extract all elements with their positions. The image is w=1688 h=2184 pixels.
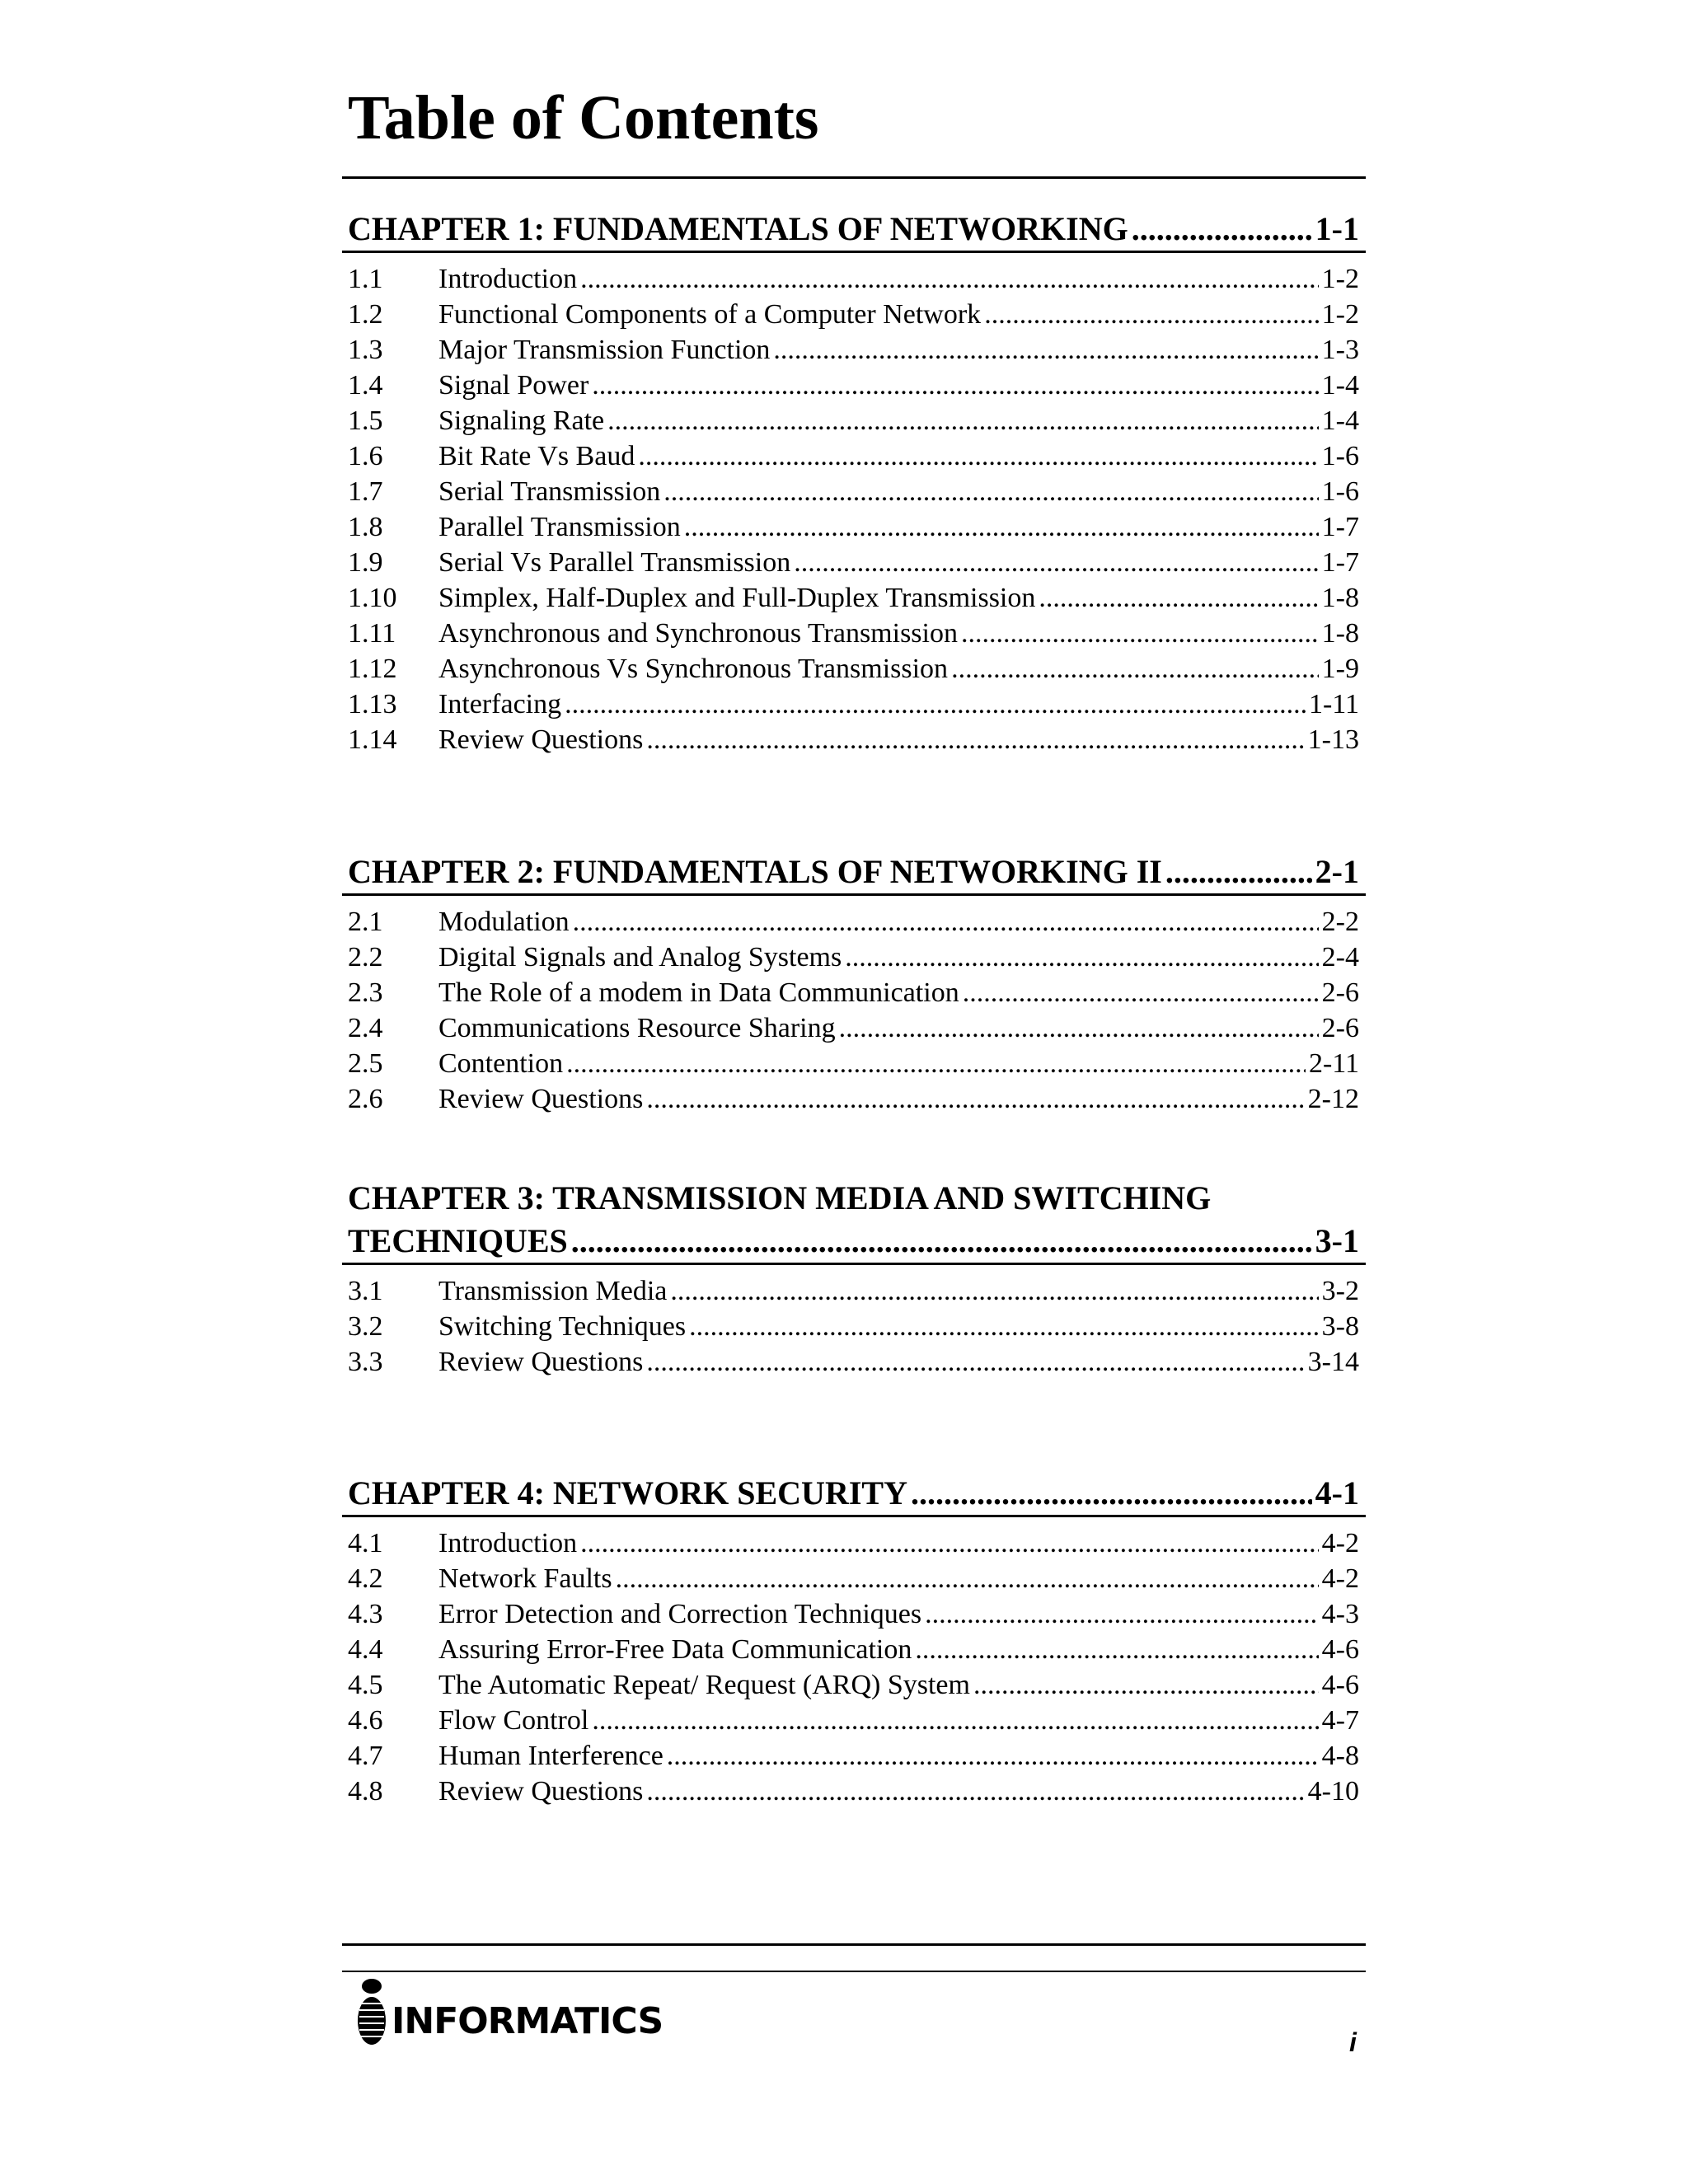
toc-entry-number: 2.3 [348,977,383,1008]
dot-leader [566,1046,1306,1081]
toc-entry[interactable] [342,261,1366,297]
toc-entry[interactable] [342,687,1366,722]
chapter-1 [342,208,1366,757]
toc-entry-title: Network Faults [438,1563,612,1594]
dot-leader [915,1632,1318,1667]
toc-entry-list [342,896,1366,1117]
dot-leader [794,545,1318,580]
toc-entry-list [342,253,1366,757]
toc-entry-title: Signaling Rate [438,405,605,436]
dot-leader [592,368,1318,403]
chapter-page-number: 3-1 [1315,1222,1359,1259]
toc-entry-number: 1.8 [348,512,383,542]
toc-entry-number: 4.1 [348,1528,383,1558]
toc-entry-title: Interfacing [438,689,562,719]
toc-entry-page: 4-2 [1321,1563,1359,1594]
chapter-heading[interactable] [342,851,1366,896]
logo-wordmark: INFORMATICS [392,2000,663,2042]
toc-entry-page: 4-3 [1321,1599,1359,1629]
toc-entry[interactable] [342,1667,1366,1703]
toc-entry-list [342,1265,1366,1380]
toc-entry-title: The Role of a modem in Data Communication [438,977,959,1008]
toc-entry-page: 1-13 [1307,724,1359,755]
dot-leader [565,687,1306,722]
toc-entry[interactable] [342,403,1366,438]
toc-entry-page: 1-2 [1321,264,1359,294]
toc-entry[interactable] [342,438,1366,474]
dot-leader [773,332,1318,368]
toc-entry-title: Switching Techniques [438,1311,687,1342]
toc-entry[interactable] [342,1596,1366,1632]
chapter-heading-text: CHAPTER 2: FUNDAMENTALS OF NETWORKING II [348,853,1162,890]
dot-leader [646,1774,1304,1809]
toc-entry-page: 3-14 [1307,1347,1359,1377]
chapter-heading-text-continued: TECHNIQUES [348,1222,568,1259]
toc-entry-title: Contention [438,1048,564,1079]
toc-entry[interactable] [342,1081,1366,1117]
toc-entry-title: Serial Vs Parallel Transmission [438,547,791,578]
dot-leader [592,1703,1318,1738]
toc-entry[interactable] [342,1309,1366,1344]
toc-entry[interactable] [342,545,1366,580]
toc-entry-title: Review Questions [438,1347,644,1377]
toc-entry[interactable] [342,1010,1366,1046]
dot-leader [646,722,1304,757]
chapter-heading-text: CHAPTER 4: NETWORK SECURITY [348,1474,907,1511]
toc-entry-number: 1.9 [348,547,383,578]
toc-entry-page: 1-11 [1308,689,1359,719]
toc-entry-page: 1-9 [1321,654,1359,684]
dot-leader [973,1667,1319,1703]
toc-entry-number: 4.2 [348,1563,383,1594]
toc-entry[interactable] [342,1774,1366,1809]
toc-entry-title: Error Detection and Correction Techniques [438,1599,922,1629]
toc-entry-number: 3.1 [348,1276,383,1306]
dot-leader [1039,580,1318,616]
toc-entry[interactable] [342,1738,1366,1774]
toc-entry-title: Signal Power [438,370,589,401]
toc-entry[interactable] [342,509,1366,545]
toc-entry-title: Digital Signals and Analog Systems [438,942,842,972]
dot-leader [684,509,1319,545]
toc-entry[interactable] [342,904,1366,940]
toc-entry-page: 4-8 [1321,1741,1359,1771]
dot-leader [638,438,1318,474]
chapter-heading-text: CHAPTER 3: TRANSMISSION MEDIA AND SWITCHING [348,1179,1212,1216]
toc-entry-title: Transmission Media [438,1276,668,1306]
chapter-heading-text: CHAPTER 1: FUNDAMENTALS OF NETWORKING [348,210,1128,247]
toc-entry-page: 4-7 [1321,1705,1359,1736]
toc-entry-title: Assuring Error-Free Data Communication [438,1634,912,1665]
toc-entry-title: Modulation [438,907,570,937]
toc-entry-title: Asynchronous Vs Synchronous Transmission [438,654,949,684]
toc-entry-title: The Automatic Repeat/ Request (ARQ) System [438,1670,970,1700]
toc-entry-page: 1-7 [1321,512,1359,542]
chapter-heading[interactable] [342,1177,1366,1265]
toc-entry[interactable] [342,975,1366,1010]
toc-entry-number: 1.3 [348,335,383,365]
toc-entry-title: Parallel Transmission [438,512,681,542]
toc-entry-number: 1.4 [348,370,383,401]
toc-entry-title: Functional Components of a Computer Network [438,299,982,330]
toc-entry-number: 2.1 [348,907,383,937]
informatics-logo-icon [357,1978,387,2046]
toc-entry[interactable] [342,297,1366,332]
toc-entry-page: 1-7 [1321,547,1359,578]
toc-entry[interactable] [342,580,1366,616]
toc-entry[interactable] [342,332,1366,368]
toc-entry-number: 3.2 [348,1311,383,1342]
dot-leader [1132,208,1312,251]
chapter-heading[interactable] [342,1472,1366,1517]
title-rule [342,176,1366,179]
dot-leader [689,1309,1319,1344]
toc-entry-number: 1.12 [348,654,397,684]
footer-rule [342,1943,1366,1946]
dot-leader [646,1081,1304,1117]
chapter-page-number: 4-1 [1315,1474,1359,1511]
chapter-heading[interactable] [342,208,1366,253]
toc-entry-page: 1-6 [1321,441,1359,471]
chapter-4 [342,1472,1366,1809]
toc-entry-number: 1.13 [348,689,397,719]
toc-entry-page: 4-10 [1307,1776,1359,1807]
toc-entry-number: 1.7 [348,476,383,507]
dot-leader [670,1273,1318,1309]
toc-entry[interactable] [342,1703,1366,1738]
toc-entry[interactable] [342,1046,1366,1081]
toc-entry-page: 3-8 [1321,1311,1359,1342]
dot-leader [573,904,1319,940]
toc-entry-page: 4-2 [1321,1528,1359,1558]
dot-leader [663,474,1318,509]
toc-entry-number: 2.4 [348,1013,383,1043]
toc-entry-number: 1.6 [348,441,383,471]
dot-leader [580,261,1319,297]
toc-entry-title: Review Questions [438,1776,644,1807]
toc-entry[interactable] [342,1273,1366,1309]
dot-leader [571,1220,1312,1263]
dot-leader [951,651,1319,687]
toc-entry-page: 4-6 [1321,1670,1359,1700]
toc-entry-page: 1-2 [1321,299,1359,330]
toc-entry-title: Simplex, Half-Duplex and Full-Duplex Transmission [438,583,1036,613]
dot-leader [1165,851,1312,893]
informatics-logo [357,1978,663,2046]
toc-entry[interactable] [342,722,1366,757]
toc-entry-title: Communications Resource Sharing [438,1013,836,1043]
dot-leader [839,1010,1319,1046]
toc-entry-page: 1-3 [1321,335,1359,365]
toc-entry-number: 4.8 [348,1776,383,1807]
toc-entry[interactable] [342,474,1366,509]
toc-entry-page: 2-6 [1321,1013,1359,1043]
toc-entry-list [342,1517,1366,1809]
dot-leader [845,940,1318,975]
toc-entry-number: 4.6 [348,1705,383,1736]
dot-leader [646,1344,1304,1380]
toc-entry-page: 1-4 [1321,370,1359,401]
chapter-page-number: 1-1 [1315,210,1359,247]
toc-entry-number: 1.5 [348,405,383,436]
dot-leader [616,1561,1319,1596]
page-number: i [1349,2027,1357,2057]
chapter-3 [342,1177,1366,1380]
toc-entry-number: 4.5 [348,1670,383,1700]
toc-entry-page: 2-4 [1321,942,1359,972]
dot-leader [984,297,1318,332]
toc-entry-number: 4.3 [348,1599,383,1629]
toc-entry[interactable] [342,616,1366,651]
toc-entry[interactable] [342,1561,1366,1596]
toc-entry-number: 1.10 [348,583,397,613]
chapter-2 [342,851,1366,1117]
dot-leader [607,403,1319,438]
dot-leader [911,1472,1312,1515]
toc-entry-page: 1-8 [1321,583,1359,613]
toc-entry-page: 1-8 [1321,618,1359,649]
toc-entry-number: 4.7 [348,1741,383,1771]
chapter-page-number: 2-1 [1315,853,1359,890]
toc-entry-title: Review Questions [438,1084,644,1114]
toc-entry-page: 3-2 [1321,1276,1359,1306]
toc-entry-title: Bit Rate Vs Baud [438,441,635,471]
toc-entry-page: 2-6 [1321,977,1359,1008]
toc-entry-number: 2.6 [348,1084,383,1114]
toc-entry-number: 3.3 [348,1347,383,1377]
toc-entry[interactable] [342,1632,1366,1667]
toc-entry-title: Review Questions [438,724,644,755]
toc-entry-number: 1.2 [348,299,383,330]
toc-entry[interactable] [342,940,1366,975]
toc-entry[interactable] [342,1344,1366,1380]
toc-entry-number: 1.11 [348,618,396,649]
toc-entry-number: 2.5 [348,1048,383,1079]
toc-entry-page: 2-2 [1321,907,1359,937]
toc-entry-number: 4.4 [348,1634,383,1665]
toc-entry-title: Human Interference [438,1741,663,1771]
toc-entry-page: 2-11 [1308,1048,1359,1079]
toc-entry-title: Major Transmission Function [438,335,771,365]
toc-entry-title: Introduction [438,1528,578,1558]
toc-entry-page: 1-6 [1321,476,1359,507]
toc-entry-page: 4-6 [1321,1634,1359,1665]
toc-entry-title: Introduction [438,264,578,294]
dot-leader [963,975,1319,1010]
page-title: Table of Contents [348,83,819,152]
dot-leader [667,1738,1319,1774]
toc-entry-page: 1-4 [1321,405,1359,436]
toc-entry[interactable] [342,651,1366,687]
dot-leader [961,616,1319,651]
toc-entry-page: 2-12 [1307,1084,1359,1114]
dot-leader [580,1526,1319,1561]
toc-entry-number: 1.1 [348,264,383,294]
toc-entry[interactable] [342,1526,1366,1561]
dot-leader [925,1596,1319,1632]
toc-entry-number: 1.14 [348,724,397,755]
toc-entry[interactable] [342,368,1366,403]
toc-entry-title: Flow Control [438,1705,589,1736]
toc-entry-title: Asynchronous and Synchronous Transmission [438,618,958,649]
toc-entry-title: Serial Transmission [438,476,661,507]
toc-entry-number: 2.2 [348,942,383,972]
footer-rule-thin [342,1971,1366,1972]
